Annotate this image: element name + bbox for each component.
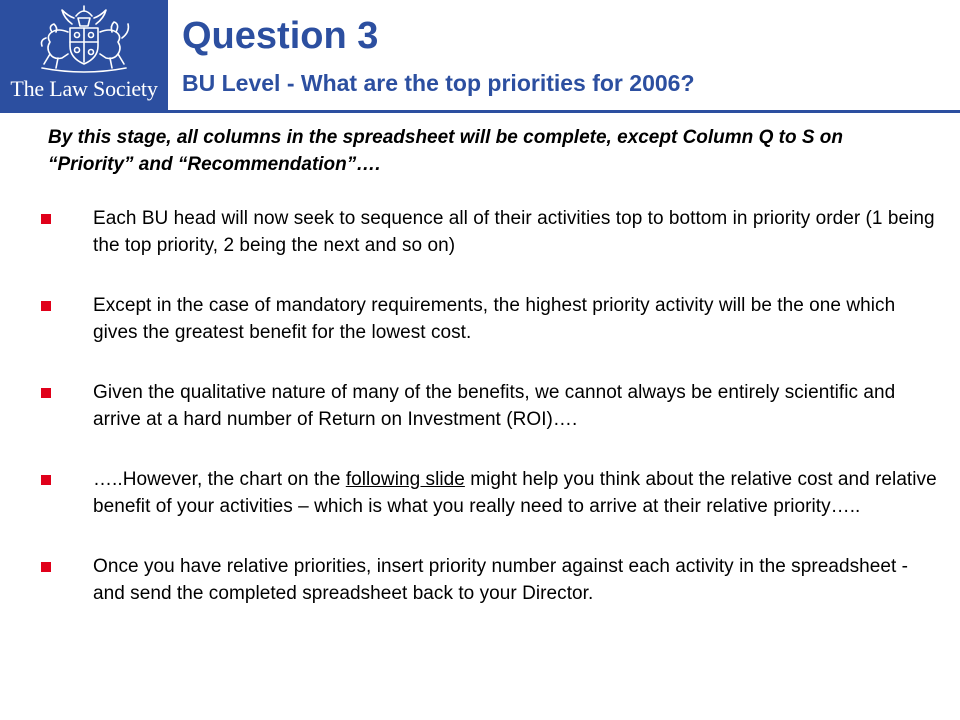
logo-wordmark: The Law Society — [10, 76, 158, 101]
bullet-item — [40, 205, 940, 259]
bullet-text: Except in the case of mandatory requirements, the highest priority activity will be the one which gives the greatest benefit for the lowest cost. — [93, 295, 896, 343]
bullet-item — [40, 292, 940, 346]
bullet-text: Once you have relative priorities, insert priority number against each activity in the spreadsheet - and send the completed spreadsheet back to your Director. — [93, 556, 909, 604]
bullet-text-after: might help you think about the relative cost and relative benefit of your activities – which is what you really need to arrive at their relative priority….. — [93, 469, 937, 517]
red-square-bullet-icon — [41, 562, 51, 572]
red-square-bullet-icon — [41, 301, 51, 311]
coat-of-arms-icon — [28, 2, 140, 76]
intro-text: By this stage, all columns in the spreadsheet will be complete, except Column Q to S on “Priority” and “Recommendation”…. — [48, 127, 844, 175]
bullet-text: Each BU head will now seek to sequence all of their activities top to bottom in priority order (1 being the top priority, 2 being the next and so on) — [93, 208, 935, 256]
red-square-bullet-icon — [41, 214, 51, 224]
page-title: Question 3 — [182, 15, 379, 57]
following-slide-link[interactable]: following slide — [345, 469, 465, 490]
bullet-item — [40, 466, 940, 520]
bullet-text-before: …..However, the chart on the — [93, 469, 346, 490]
header-divider — [168, 110, 960, 113]
bullet-text: Given the qualitative nature of many of the benefits, we cannot always be entirely scientific and arrive at a hard number of Return on Investment (ROI)…. — [93, 382, 896, 430]
red-square-bullet-icon — [41, 475, 51, 485]
bullet-item — [40, 553, 940, 607]
bullet-item — [40, 379, 940, 433]
law-society-logo — [0, 0, 168, 113]
page-subtitle: BU Level - What are the top priorities for 2006? — [182, 70, 695, 96]
bullet-list — [40, 205, 940, 640]
red-square-bullet-icon — [41, 388, 51, 398]
